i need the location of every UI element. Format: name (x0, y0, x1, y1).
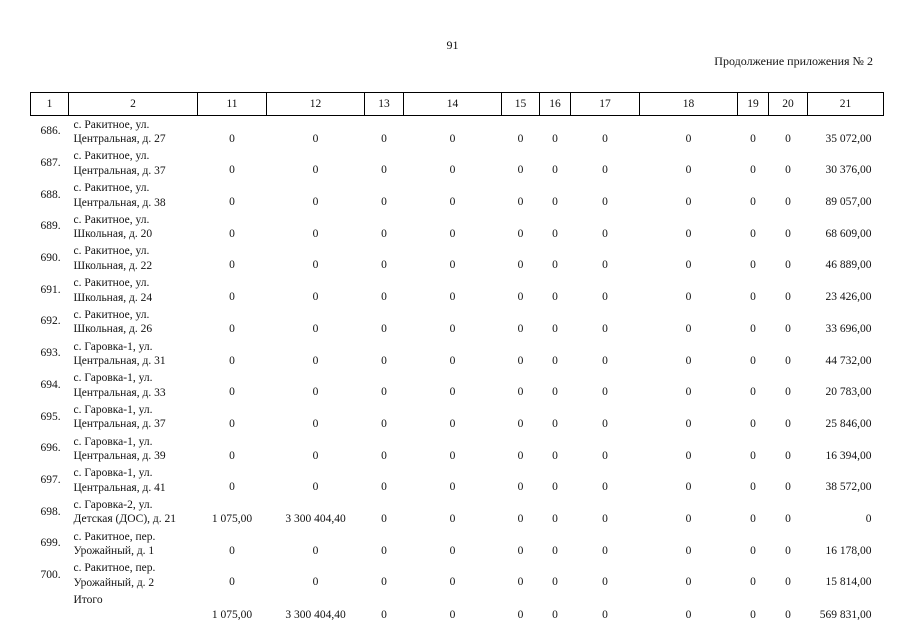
value-cell: 0 (685, 132, 692, 145)
value-cell: 0 (449, 354, 456, 367)
value-cell: 0 (685, 481, 692, 494)
value-cell: 0 (552, 322, 558, 335)
value-cell: 0 (552, 609, 558, 621)
value-cell: 0 (381, 481, 387, 494)
value-cell: 0 (449, 132, 456, 145)
value-cell: 0 (381, 322, 387, 335)
cell-col-21: 68 609,00 (825, 227, 872, 240)
value-cell: 0 (381, 386, 387, 399)
cell-col-21: 569 831,00 (819, 609, 872, 621)
value-cell: 0 (229, 132, 235, 145)
value-cell: 0 (552, 164, 558, 177)
value-cell: 0 (381, 196, 387, 209)
value-cell: 1 075,00 (211, 609, 253, 621)
address-line-1: с. Гаровка-1, ул. (73, 403, 153, 416)
value-cell: 0 (312, 481, 319, 494)
value-cell: 0 (381, 259, 387, 272)
column-header: 19 (738, 93, 769, 116)
row-number: 689. (40, 220, 61, 233)
value-cell: 0 (685, 322, 692, 335)
table-row (31, 496, 884, 528)
row-number: 688. (40, 188, 61, 201)
row-number: 698. (40, 505, 61, 518)
value-cell: 3 300 404,40 (285, 512, 346, 525)
value-cell: 0 (750, 386, 756, 399)
value-cell: 0 (685, 576, 692, 589)
value-cell: 0 (750, 576, 756, 589)
value-cell: 0 (750, 132, 756, 145)
row-number: 687. (40, 157, 61, 170)
value-cell: 0 (685, 227, 692, 240)
address-line-2: Центральная, д. 39 (73, 450, 166, 463)
value-cell: 0 (685, 386, 692, 399)
cell-col-21: 15 814,00 (825, 576, 872, 589)
column-header: 2 (69, 93, 198, 116)
cell-col-21: 0 (865, 512, 872, 525)
appendix-note: Продолжение приложения № 2 (714, 54, 873, 68)
table-row (31, 401, 884, 433)
value-cell: 0 (602, 544, 608, 557)
value-cell: 0 (750, 259, 756, 272)
address-line-1: с. Ракитное, ул. (73, 150, 150, 163)
value-cell: 0 (381, 576, 387, 589)
value-cell: 0 (312, 164, 319, 177)
value-cell: 1 075,00 (211, 512, 253, 525)
value-cell: 0 (785, 386, 791, 399)
table-row (31, 306, 884, 338)
value-cell: 0 (602, 512, 608, 525)
value-cell: 0 (602, 164, 608, 177)
address-cell (69, 401, 198, 433)
address-line-1: с. Гаровка-1, ул. (73, 340, 153, 353)
address-line-1: с. Ракитное, ул. (73, 245, 150, 258)
column-header: 13 (365, 93, 404, 116)
value-cell: 0 (750, 481, 756, 494)
value-cell: 0 (312, 227, 319, 240)
address-cell (69, 274, 198, 306)
address-line-1: с. Ракитное, ул. (73, 277, 150, 290)
address-line-2: Урожайный, д. 1 (73, 545, 155, 558)
table-row (31, 116, 884, 148)
row-number: 690. (40, 252, 61, 265)
value-cell: 0 (517, 322, 524, 335)
value-cell: 0 (685, 609, 692, 621)
value-cell: 0 (517, 227, 524, 240)
column-header: 17 (571, 93, 640, 116)
value-cell: 0 (750, 196, 756, 209)
value-cell: 0 (602, 322, 608, 335)
row-number: 697. (40, 473, 61, 486)
page-number: 91 (446, 38, 459, 52)
value-cell: 0 (750, 417, 756, 430)
address-line-1: с. Ракитное, пер. (73, 562, 156, 575)
value-cell: 0 (785, 544, 791, 557)
value-cell: 0 (785, 164, 791, 177)
value-cell: 0 (750, 322, 756, 335)
value-cell: 0 (449, 417, 456, 430)
address-cell (69, 465, 198, 497)
address-line-2: Центральная, д. 27 (73, 133, 166, 146)
address-line-2: Центральная, д. 41 (73, 481, 166, 494)
value-cell: 0 (229, 259, 235, 272)
value-cell: 0 (785, 449, 791, 462)
value-cell: 0 (552, 481, 558, 494)
value-cell: 0 (312, 354, 319, 367)
value-cell: 0 (785, 354, 791, 367)
value-cell: 0 (517, 449, 524, 462)
value-cell: 0 (449, 576, 456, 589)
value-cell: 0 (449, 227, 456, 240)
total-label: Итого (73, 594, 103, 607)
value-cell: 0 (312, 322, 319, 335)
address-cell (69, 370, 198, 402)
value-cell: 0 (552, 196, 558, 209)
address-cell (69, 211, 198, 243)
value-cell: 0 (229, 322, 235, 335)
table-row (31, 528, 884, 560)
address-cell (69, 496, 198, 528)
value-cell: 0 (449, 291, 456, 304)
row-number: 696. (40, 442, 61, 455)
table-row (31, 465, 884, 497)
value-cell: 0 (785, 196, 791, 209)
address-line-1: с. Ракитное, пер. (73, 530, 156, 543)
value-cell: 0 (517, 196, 524, 209)
row-number: 695. (40, 410, 61, 423)
address-cell (69, 179, 198, 211)
value-cell: 0 (602, 259, 608, 272)
cell-col-21: 35 072,00 (825, 132, 872, 145)
value-cell: 0 (312, 449, 319, 462)
address-cell (69, 528, 198, 560)
value-cell: 0 (785, 609, 791, 621)
value-cell: 0 (381, 417, 387, 430)
table-row (31, 179, 884, 211)
value-cell: 0 (517, 164, 524, 177)
address-cell (69, 560, 198, 592)
value-cell: 0 (229, 291, 235, 304)
value-cell: 0 (602, 576, 608, 589)
value-cell: 0 (312, 386, 319, 399)
address-cell (69, 116, 198, 148)
value-cell: 0 (449, 544, 456, 557)
row-number: 691. (40, 283, 61, 296)
value-cell: 0 (381, 449, 387, 462)
value-cell: 0 (517, 481, 524, 494)
value-cell: 0 (312, 576, 319, 589)
value-cell: 0 (552, 227, 558, 240)
value-cell: 0 (602, 386, 608, 399)
value-cell: 0 (449, 259, 456, 272)
column-header: 18 (640, 93, 738, 116)
value-cell: 0 (312, 196, 319, 209)
value-cell: 0 (785, 417, 791, 430)
value-cell: 0 (602, 481, 608, 494)
value-cell: 0 (785, 259, 791, 272)
row-number: 700. (40, 568, 61, 581)
row-number: 699. (40, 537, 61, 550)
row-number: 694. (40, 378, 61, 391)
value-cell: 0 (552, 132, 558, 145)
address-line-2: Урожайный, д. 2 (73, 576, 155, 589)
value-cell: 0 (785, 291, 791, 304)
value-cell: 0 (517, 259, 524, 272)
value-cell: 0 (517, 132, 524, 145)
row-number-empty (31, 591, 69, 624)
value-cell: 0 (381, 354, 387, 367)
address-line-1: с. Ракитное, ул. (73, 213, 150, 226)
address-line-2: Школьная, д. 20 (73, 228, 153, 241)
value-cell: 0 (449, 322, 456, 335)
table-row (31, 338, 884, 370)
value-cell: 0 (381, 164, 387, 177)
table-row (31, 274, 884, 306)
address-line-2: Центральная, д. 37 (73, 418, 166, 431)
table-row (31, 560, 884, 592)
value-cell: 0 (750, 512, 756, 525)
value-cell: 0 (229, 164, 235, 177)
address-cell (69, 306, 198, 338)
value-cell: 0 (381, 291, 387, 304)
cell-col-21: 46 889,00 (825, 259, 872, 272)
cell-col-21: 23 426,00 (825, 291, 872, 304)
value-cell: 0 (552, 354, 558, 367)
value-cell: 3 300 404,40 (285, 609, 346, 621)
value-cell: 0 (602, 417, 608, 430)
value-cell: 0 (685, 164, 692, 177)
cell-col-21: 89 057,00 (825, 196, 872, 209)
address-line-2: Центральная, д. 31 (73, 355, 166, 367)
value-cell: 0 (750, 449, 756, 462)
table-row (31, 148, 884, 180)
address-cell (69, 338, 198, 370)
row-number: 686. (40, 125, 61, 138)
value-cell: 0 (602, 609, 608, 621)
value-cell: 0 (552, 291, 558, 304)
value-cell: 0 (785, 322, 791, 335)
value-cell: 0 (312, 417, 319, 430)
address-line-2: Центральная, д. 38 (73, 196, 166, 209)
value-cell: 0 (381, 227, 387, 240)
value-cell: 0 (785, 576, 791, 589)
column-header: 15 (502, 93, 540, 116)
total-row (31, 591, 884, 624)
value-cell: 0 (229, 417, 235, 430)
value-cell: 0 (449, 196, 456, 209)
value-cell: 0 (685, 449, 692, 462)
address-line-1: с. Ракитное, ул. (73, 118, 150, 131)
value-cell: 0 (449, 512, 456, 525)
cell-col-21: 16 178,00 (825, 544, 872, 557)
table-row (31, 211, 884, 243)
value-cell: 0 (552, 449, 558, 462)
address-line-1: с. Ракитное, ул. (73, 182, 150, 195)
value-cell: 0 (449, 481, 456, 494)
address-line-1: с. Гаровка-1, ул. (73, 435, 153, 448)
cell-col-21: 25 846,00 (825, 417, 872, 430)
value-cell: 0 (312, 259, 319, 272)
address-cell (69, 433, 198, 465)
table-row (31, 433, 884, 465)
value-cell: 0 (517, 354, 524, 367)
value-cell: 0 (750, 291, 756, 304)
value-cell: 0 (785, 512, 791, 525)
value-cell: 0 (312, 132, 319, 145)
value-cell: 0 (517, 609, 524, 621)
address-line-2: Школьная, д. 26 (73, 323, 153, 336)
value-cell: 0 (229, 576, 235, 589)
row-number: 692. (40, 315, 61, 328)
value-cell: 0 (312, 291, 319, 304)
value-cell: 0 (312, 544, 319, 557)
header-row (31, 93, 884, 116)
value-cell: 0 (229, 481, 235, 494)
cell-col-21: 16 394,00 (825, 449, 872, 462)
address-line-1: с. Ракитное, ул. (73, 308, 150, 321)
address-line-2: Центральная, д. 33 (73, 386, 166, 399)
value-cell: 0 (552, 417, 558, 430)
address-line-1: с. Гаровка-1, ул. (73, 467, 153, 480)
value-cell: 0 (381, 544, 387, 557)
value-cell: 0 (685, 259, 692, 272)
value-cell: 0 (785, 132, 791, 145)
column-header: 12 (267, 93, 365, 116)
value-cell: 0 (449, 449, 456, 462)
table-body (31, 116, 884, 625)
address-cell (69, 243, 198, 275)
value-cell: 0 (449, 164, 456, 177)
value-cell: 0 (602, 449, 608, 462)
value-cell: 0 (552, 544, 558, 557)
value-cell: 0 (449, 386, 456, 399)
value-cell: 0 (229, 386, 235, 399)
address-line-2: Школьная, д. 22 (73, 259, 153, 272)
value-cell: 0 (552, 512, 558, 525)
value-cell: 0 (750, 227, 756, 240)
value-cell: 0 (552, 259, 558, 272)
row-number: 693. (40, 347, 61, 360)
value-cell: 0 (602, 196, 608, 209)
value-cell: 0 (750, 609, 756, 621)
column-header: 16 (540, 93, 571, 116)
value-cell: 0 (229, 196, 235, 209)
value-cell: 0 (517, 417, 524, 430)
cell-col-21: 38 572,00 (825, 481, 872, 494)
address-line-2: Школьная, д. 24 (73, 291, 153, 304)
value-cell: 0 (602, 227, 608, 240)
value-cell: 0 (685, 354, 692, 367)
value-cell: 0 (602, 291, 608, 304)
table-row (31, 370, 884, 402)
address-line-2: Центральная, д. 37 (73, 164, 166, 177)
value-cell: 0 (785, 481, 791, 494)
value-cell: 0 (449, 609, 456, 621)
value-cell: 0 (229, 544, 235, 557)
value-cell: 0 (517, 576, 524, 589)
data-table (30, 92, 884, 624)
column-header: 1 (31, 93, 69, 116)
value-cell: 0 (517, 544, 524, 557)
value-cell: 0 (229, 354, 235, 367)
value-cell: 0 (381, 132, 387, 145)
value-cell: 0 (229, 227, 235, 240)
address-line-2: Детская (ДОС), д. 21 (73, 513, 177, 526)
cell-col-21: 33 696,00 (825, 322, 872, 335)
address-cell (69, 148, 198, 180)
value-cell: 0 (517, 291, 524, 304)
value-cell: 0 (750, 164, 756, 177)
column-header: 14 (404, 93, 502, 116)
address-line-1: с. Гаровка-1, ул. (73, 372, 153, 385)
value-cell: 0 (381, 512, 387, 525)
value-cell: 0 (685, 544, 692, 557)
cell-col-21: 30 376,00 (825, 164, 872, 177)
value-cell: 0 (602, 354, 608, 367)
value-cell: 0 (602, 132, 608, 145)
value-cell: 0 (685, 196, 692, 209)
value-cell: 0 (517, 512, 524, 525)
value-cell: 0 (552, 386, 558, 399)
value-cell: 0 (229, 449, 235, 462)
cell-col-21: 44 732,00 (825, 354, 872, 367)
value-cell: 0 (685, 291, 692, 304)
value-cell: 0 (750, 354, 756, 367)
column-header: 20 (769, 93, 808, 116)
address-line-1: с. Гаровка-2, ул. (73, 498, 153, 511)
column-header: 11 (198, 93, 267, 116)
table-row (31, 243, 884, 275)
cell-col-21: 20 783,00 (825, 386, 872, 399)
value-cell: 0 (685, 417, 692, 430)
value-cell: 0 (785, 227, 791, 240)
column-header: 21 (808, 93, 884, 116)
value-cell: 0 (750, 544, 756, 557)
value-cell: 0 (517, 386, 524, 399)
value-cell: 0 (685, 512, 692, 525)
value-cell: 0 (381, 609, 387, 621)
value-cell: 0 (552, 576, 558, 589)
